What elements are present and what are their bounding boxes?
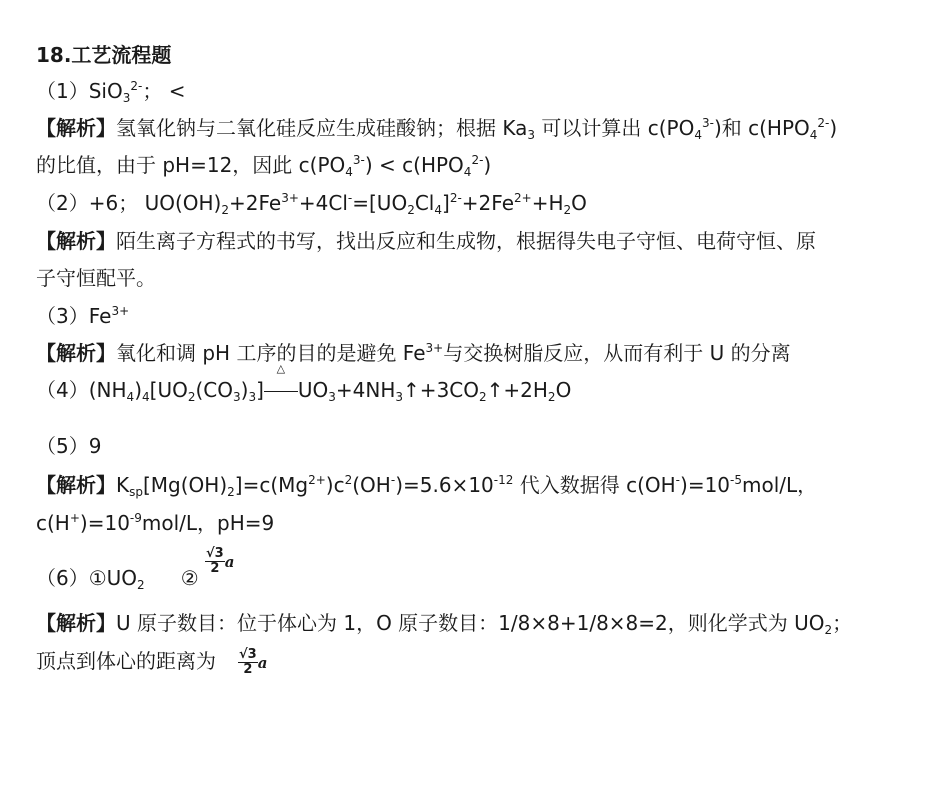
analysis-tag: 【解析】	[36, 341, 116, 365]
circled-number: ②	[180, 566, 199, 590]
analysis-text: )c	[325, 473, 345, 497]
heating-arrow	[264, 362, 298, 405]
formula-text: +H	[531, 191, 564, 215]
analysis-text: U 原子数目：位于体心为 1，O 原子数目：1/8×8+1/8×8=2，则化学式为 UO	[116, 611, 825, 635]
superscript: -	[390, 473, 396, 487]
analysis-6-line2	[36, 646, 267, 678]
superscript: 3+	[281, 191, 299, 205]
title-text: 18.工艺流程题	[36, 43, 172, 67]
formula-text: Cl	[414, 191, 435, 215]
analysis-text: )=10	[79, 511, 130, 535]
analysis-5-line1	[36, 470, 817, 500]
superscript: 2	[344, 473, 353, 487]
analysis-text: 陌生离子方程式的书写，找出反应和生成物，根据得失电子守恒、电荷守恒、原	[116, 229, 816, 253]
question-title	[36, 40, 171, 70]
formula-text: +2Fe	[461, 191, 514, 215]
analysis-text: )和 c(HPO	[713, 116, 810, 140]
analysis-text: 的比值，由于 pH=12，因此 c(PO	[36, 153, 346, 177]
formula-text: +4Cl	[298, 191, 348, 215]
formula-text: SiO	[88, 79, 123, 103]
formula-text: O	[571, 191, 587, 215]
analysis-text: ；	[832, 611, 853, 635]
superscript: -	[675, 473, 681, 487]
analysis-2-line1	[36, 226, 816, 256]
analysis-text: mol/L，pH=9	[141, 511, 275, 535]
analysis-1-line2	[36, 150, 491, 180]
analysis-text: ]=c(Mg	[234, 473, 309, 497]
formula-text: ]	[442, 191, 450, 215]
superscript: +	[69, 511, 80, 525]
formula-text: =[UO	[352, 191, 408, 215]
superscript: 3+	[111, 304, 130, 318]
superscript: 2-	[471, 153, 484, 167]
subscript: 2	[187, 390, 196, 404]
analysis-text: mol/L，	[742, 473, 818, 497]
analysis-tag: 【解析】	[36, 116, 116, 140]
analysis-text: 与交换树脂反应，从而有利于 U 的分离	[443, 341, 791, 365]
subscript: 2	[407, 203, 415, 217]
analysis-text: )	[829, 116, 838, 140]
analysis-tag: 【解析】	[36, 473, 116, 497]
item-number: （6）	[36, 566, 89, 590]
formula-text: ↑+3CO	[403, 378, 479, 402]
analysis-text: )=5.6×10	[395, 473, 494, 497]
item-number: （2）	[36, 191, 89, 215]
formula-text: Fe	[88, 304, 112, 328]
analysis-6-line1	[36, 608, 852, 638]
subscript: 2	[563, 203, 572, 217]
subscript: 2	[227, 485, 235, 499]
subscript: 4	[694, 128, 702, 142]
formula-text: +6； UO(OH)	[88, 191, 222, 215]
analysis-text: )=10	[680, 473, 731, 497]
analysis-1-line1	[36, 113, 837, 143]
subscript: 4	[142, 390, 150, 404]
formula-text: )	[134, 378, 142, 402]
formula-text: ①UO	[88, 566, 138, 590]
formula-text: (CO	[195, 378, 233, 402]
subscript: 2	[824, 623, 833, 637]
superscript: 3-	[352, 153, 365, 167]
analysis-text: K	[116, 473, 130, 497]
formula-text: [UO	[149, 378, 188, 402]
formula-text: +4NH	[335, 378, 396, 402]
analysis-tag: 【解析】	[36, 611, 116, 635]
analysis-text: 氧化和调 pH 工序的目的是避免 Fe	[116, 341, 426, 365]
answer-1	[36, 76, 185, 106]
answer-4	[36, 362, 572, 405]
formula-text: ↑+2H	[486, 378, 548, 402]
analysis-text: 氢氧化钠与二氧化硅反应生成硅酸钠；根据 Ka	[116, 116, 528, 140]
analysis-text: c(H	[36, 511, 70, 535]
subscript: 2	[479, 390, 487, 404]
fraction-denominator: 2	[210, 561, 220, 576]
subscript: 3	[248, 390, 257, 404]
analysis-text: 可以计算出 c(PO	[535, 116, 695, 140]
item-number: （5）	[36, 434, 89, 458]
fraction-numerator: √3	[205, 546, 224, 561]
superscript: -12	[493, 473, 514, 487]
subscript: 2	[547, 390, 556, 404]
subscript: 2	[137, 578, 145, 592]
answer-2	[36, 188, 587, 218]
subscript: 3	[122, 91, 131, 105]
variable-a: a	[224, 553, 235, 571]
formula-text: O	[555, 378, 572, 402]
answer-3	[36, 301, 129, 331]
superscript: 2-	[130, 79, 143, 93]
analysis-5-line2	[36, 508, 274, 538]
analysis-text: 代入数据得 c(OH	[513, 473, 676, 497]
superscript: -	[347, 191, 353, 205]
fraction-numerator: √3	[239, 647, 257, 662]
subscript: 3	[328, 390, 336, 404]
superscript: -5	[730, 473, 742, 487]
heat-triangle-icon: △	[276, 362, 286, 375]
formula-text: )	[240, 378, 249, 402]
subscript: 4	[809, 128, 818, 142]
answer-5	[36, 431, 101, 461]
formula-text: (NH	[88, 378, 127, 402]
superscript: 2+	[514, 191, 532, 205]
subscript: 2	[221, 203, 229, 217]
item-number: （4）	[36, 378, 89, 402]
subscript: 4	[463, 165, 472, 179]
analysis-text: ) < c(HPO	[364, 153, 464, 177]
item-number: （3）	[36, 304, 89, 328]
superscript: 2-	[449, 191, 462, 205]
analysis-text: [Mg(OH)	[143, 473, 228, 497]
analysis-text: )	[483, 153, 492, 177]
subscript: 3	[527, 128, 536, 142]
answer-6	[36, 546, 235, 595]
item-number: （1）	[36, 79, 89, 103]
superscript: 3-	[702, 116, 714, 130]
analysis-tag: 【解析】	[36, 229, 116, 253]
superscript: 3+	[425, 341, 444, 355]
subscript: 3	[395, 390, 404, 404]
analysis-text: (OH	[352, 473, 391, 497]
subscript: sp	[129, 485, 143, 499]
fraction-denominator: 2	[243, 662, 253, 677]
fraction	[205, 547, 225, 576]
fraction-expression	[205, 546, 235, 576]
formula-text: ]	[256, 378, 264, 402]
analysis-text: 顶点到体心的距离为	[36, 649, 216, 673]
superscript: 2+	[308, 473, 326, 487]
answer-text: 9	[88, 434, 102, 458]
formula-text: UO	[297, 378, 329, 402]
superscript: -9	[129, 511, 142, 525]
subscript: 4	[345, 165, 353, 179]
analysis-3	[36, 338, 791, 368]
variable-a: a	[257, 654, 268, 672]
analysis-2-line2	[36, 263, 156, 293]
formula-text: +2Fe	[228, 191, 282, 215]
analysis-text: 子守恒配平。	[36, 266, 156, 290]
fraction	[238, 648, 258, 677]
subscript: 3	[232, 390, 241, 404]
subscript: 4	[434, 203, 443, 217]
superscript: 2-	[817, 116, 830, 130]
answer-text: ； <	[142, 79, 186, 103]
subscript: 4	[126, 390, 135, 404]
